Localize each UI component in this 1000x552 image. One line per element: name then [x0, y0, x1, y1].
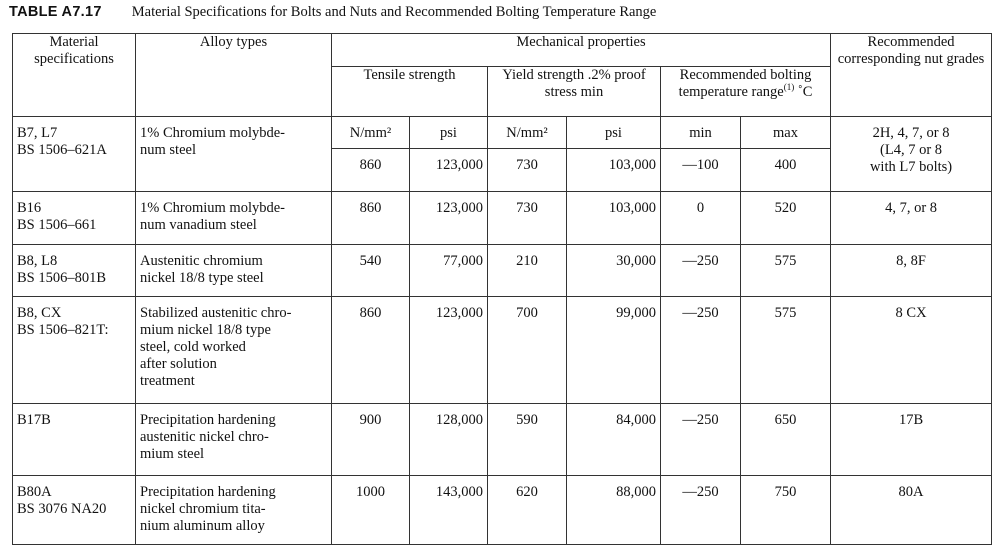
- cell-yield-si: 620: [488, 476, 567, 545]
- unit-tensile-psi: psi: [410, 117, 488, 149]
- header-mechanical-properties: Mechanical properties: [332, 34, 831, 67]
- cell-temp-min: 0: [661, 192, 741, 245]
- header-bolting-temperature-unit: ˚C: [797, 84, 813, 100]
- cell-temp-min: —250: [661, 476, 741, 545]
- cell-alloy: Austenitic chromium nickel 18/8 type steel: [136, 245, 332, 297]
- cell-temp-max: 520: [741, 192, 831, 245]
- unit-tensile-si: N/mm²: [332, 117, 410, 149]
- cell-yield-psi: 99,000: [567, 297, 661, 404]
- cell-yield-si: 700: [488, 297, 567, 404]
- table-row: [13, 404, 992, 476]
- cell-temp-min: —100: [661, 149, 741, 192]
- cell-tensile-si: 900: [332, 404, 410, 476]
- cell-yield-si: 210: [488, 245, 567, 297]
- cell-tensile-si: 860: [332, 297, 410, 404]
- cell-alloy: Stabilized austenitic chro- mium nickel 18/8 type steel, cold worked after solution treatment: [136, 297, 332, 404]
- table-label: TABLE A7.17: [9, 4, 102, 20]
- cell-tensile-psi: 123,000: [410, 149, 488, 192]
- table-caption: [9, 3, 656, 23]
- cell-temp-min: —250: [661, 297, 741, 404]
- cell-yield-si: 730: [488, 192, 567, 245]
- cell-tensile-psi: 77,000: [410, 245, 488, 297]
- cell-yield-psi: 88,000: [567, 476, 661, 545]
- unit-temp-min: min: [661, 117, 741, 149]
- table-row: [13, 297, 992, 404]
- cell-tensile-psi: 123,000: [410, 192, 488, 245]
- cell-tensile-si: 860: [332, 192, 410, 245]
- header-bolting-temperature-text: Recommended bolting temperature range: [678, 67, 812, 100]
- table-row: [13, 117, 992, 149]
- cell-alloy: Precipitation hardening austenitic nickel chro- mium steel: [136, 404, 332, 476]
- table-row: [13, 476, 992, 545]
- table-title: Material Specifications for Bolts and Nuts and Recommended Bolting Temperature Range: [131, 4, 657, 20]
- cell-temp-max: 575: [741, 245, 831, 297]
- cell-yield-si: 590: [488, 404, 567, 476]
- cell-temp-max: 400: [741, 149, 831, 192]
- cell-alloy: 1% Chromium molybde- num vanadium steel: [136, 192, 332, 245]
- cell-tensile-si: 860: [332, 149, 410, 192]
- cell-alloy: 1% Chromium molybde- num steel: [136, 117, 332, 192]
- header-material-spec: Material specifications: [13, 34, 136, 117]
- cell-alloy: Precipitation hardening nickel chromium tita- nium aluminum alloy: [136, 476, 332, 545]
- cell-temp-max: 650: [741, 404, 831, 476]
- cell-material: B7, L7 BS 1506–621A: [13, 117, 136, 192]
- header-yield-strength: Yield strength .2% proof stress min: [488, 67, 661, 117]
- spec-table: [12, 33, 992, 545]
- cell-material: B8, CX BS 1506–821T:: [13, 297, 136, 404]
- cell-yield-si: 730: [488, 149, 567, 192]
- cell-tensile-psi: 123,000: [410, 297, 488, 404]
- cell-nut-grades: 2H, 4, 7, or 8 (L4, 7 or 8 with L7 bolts): [831, 117, 992, 192]
- cell-yield-psi: 84,000: [567, 404, 661, 476]
- header-alloy-types: Alloy types: [136, 34, 332, 117]
- cell-nut-grades: 80A: [831, 476, 992, 545]
- footnote-ref: (1): [783, 82, 795, 93]
- unit-yield-si: N/mm²: [488, 117, 567, 149]
- cell-material: B16 BS 1506–661: [13, 192, 136, 245]
- header-nut-grades: Recommended corresponding nut grades: [831, 34, 992, 117]
- cell-yield-psi: 30,000: [567, 245, 661, 297]
- cell-tensile-psi: 128,000: [410, 404, 488, 476]
- cell-nut-grades: 4, 7, or 8: [831, 192, 992, 245]
- cell-yield-psi: 103,000: [567, 192, 661, 245]
- cell-yield-psi: 103,000: [567, 149, 661, 192]
- cell-tensile-psi: 143,000: [410, 476, 488, 545]
- cell-tensile-si: 540: [332, 245, 410, 297]
- table-row: [13, 192, 992, 245]
- header-tensile-strength: Tensile strength: [332, 67, 488, 117]
- table-row: [13, 245, 992, 297]
- cell-temp-max: 575: [741, 297, 831, 404]
- cell-material: B8, L8 BS 1506–801B: [13, 245, 136, 297]
- cell-nut-grades: 17B: [831, 404, 992, 476]
- cell-nut-grades: 8 CX: [831, 297, 992, 404]
- cell-tensile-si: 1000: [332, 476, 410, 545]
- cell-material: B80A BS 3076 NA20: [13, 476, 136, 545]
- cell-nut-grades: 8, 8F: [831, 245, 992, 297]
- unit-temp-max: max: [741, 117, 831, 149]
- cell-material: B17B: [13, 404, 136, 476]
- unit-yield-psi: psi: [567, 117, 661, 149]
- cell-temp-max: 750: [741, 476, 831, 545]
- cell-temp-min: —250: [661, 404, 741, 476]
- header-row-1: [13, 34, 992, 67]
- cell-temp-min: —250: [661, 245, 741, 297]
- header-bolting-temperature: [661, 67, 831, 117]
